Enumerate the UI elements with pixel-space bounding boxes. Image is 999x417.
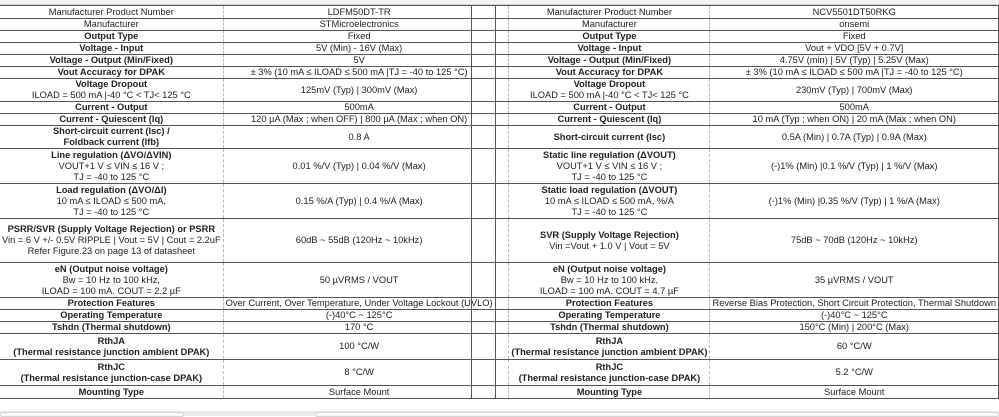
- spec-label: Short-circuit current (Isc) /: [52, 126, 170, 136]
- spec-value-cell[interactable]: [710, 184, 999, 219]
- spec-condition: (Thermal resistance junction ambient DPAK): [511, 346, 708, 357]
- spec-value-cell[interactable]: [710, 334, 999, 360]
- spec-row: [472, 184, 999, 219]
- spec-label: Current - Output: [75, 102, 148, 112]
- spec-value: Over Current, Over Temperature, Under Voltage Lockout (UVLO): [225, 298, 493, 308]
- spec-row: [472, 6, 999, 19]
- spec-condition: (Thermal resistance junction-case DPAK): [518, 372, 701, 383]
- spec-label: Voltage Dropout: [75, 79, 148, 89]
- spec-label: Protection Features: [67, 298, 155, 308]
- spec-label-cell[interactable]: [0, 126, 223, 149]
- empty-cell[interactable]: [472, 55, 509, 67]
- spec-value: 5.2 °C/W: [835, 367, 873, 377]
- spec-condition: (Thermal resistance junction ambient DPAK): [13, 346, 210, 357]
- spec-value-cell[interactable]: [223, 126, 495, 149]
- spec-row: [472, 102, 999, 114]
- spec-condition: ILOAD = 100 mA. COUT = 4.7 µF: [539, 285, 679, 296]
- spec-value: 500mA: [344, 102, 374, 112]
- spec-label-cell[interactable]: [509, 19, 710, 31]
- spec-label: eN (Output noise voltage): [54, 263, 168, 274]
- spec-condition: (Thermal resistance junction-case DPAK): [20, 372, 203, 383]
- horizontal-scrollbar-thumb[interactable]: [315, 412, 999, 417]
- spec-row: [0, 184, 495, 219]
- spec-row: [472, 334, 999, 360]
- spec-label: Line regulation (ΔVO/ΔVIN): [51, 149, 172, 160]
- spec-label-cell[interactable]: [0, 55, 223, 67]
- spec-value: 170 °C: [344, 322, 374, 332]
- spec-row: [0, 149, 495, 184]
- spec-label-cell[interactable]: [509, 55, 710, 67]
- spec-row: [472, 19, 999, 31]
- spec-value: 0.8 A: [348, 131, 370, 142]
- spec-label: Voltage - Input: [577, 43, 642, 53]
- spec-row: [472, 149, 999, 184]
- spec-condition: 10 mA ≤ ILOAD ≤ 500 mA,: [56, 195, 167, 206]
- spec-value-cell[interactable]: [223, 298, 495, 310]
- spec-value-cell[interactable]: [710, 360, 999, 386]
- spec-value: 0.15 %/A (Typ) | 0.4 %/A (Max): [295, 195, 423, 206]
- spec-row: [0, 114, 495, 126]
- spec-value: 5V: [353, 55, 365, 65]
- spec-label-cell[interactable]: [0, 184, 223, 219]
- spec-value: (-)40°C ~ 125°C: [325, 310, 393, 320]
- spec-condition: Refer Figure.23 on page 13 of datasheet: [27, 246, 196, 256]
- spec-value: 8 °C/W: [344, 367, 374, 377]
- spec-label-cell[interactable]: [509, 298, 710, 310]
- spec-label-cell[interactable]: [509, 360, 710, 386]
- spec-label-cell[interactable]: [0, 149, 223, 184]
- spec-label-cell[interactable]: [509, 102, 710, 114]
- spec-value: ± 3% (10 mA ≤ ILOAD ≤ 500 mA |TJ = -40 to 125 °C): [250, 67, 468, 77]
- empty-cell[interactable]: [472, 334, 509, 360]
- spec-value-cell[interactable]: [710, 55, 999, 67]
- empty-cell[interactable]: [472, 360, 509, 386]
- empty-cell[interactable]: [472, 184, 509, 219]
- spec-row: [472, 31, 999, 43]
- spec-label: Load regulation (ΔVO/ΔI): [56, 184, 167, 195]
- spec-value-cell[interactable]: [223, 219, 495, 263]
- spec-label-cell[interactable]: [0, 360, 223, 386]
- spec-label: Voltage - Output (Min/Fixed): [547, 55, 672, 65]
- spec-value: 500mA: [839, 102, 869, 112]
- spec-label: Voltage - Output (Min/Fixed): [49, 55, 173, 65]
- spec-row: [472, 219, 999, 263]
- spec-label-cell[interactable]: [509, 31, 710, 43]
- spec-label: RthJC: [595, 361, 624, 372]
- spec-value: 125mV (Typ) | 300mV (Max): [300, 84, 418, 95]
- spec-row: [0, 322, 495, 334]
- spec-row: [0, 31, 495, 43]
- spec-label: Tshdn (Thermal shutdown): [52, 322, 171, 332]
- spec-value: Fixed: [842, 31, 866, 41]
- spec-label: Vout Accuracy for DPAK: [555, 67, 664, 77]
- spec-label-cell[interactable]: [509, 67, 710, 79]
- spec-row: [0, 386, 495, 399]
- spec-row: [0, 102, 495, 114]
- spec-label: Static line regulation (ΔVOUT): [543, 149, 676, 160]
- spec-label: Output Type: [84, 31, 139, 41]
- spec-value: 230mV (Typ) | 700mV (Max): [795, 84, 913, 95]
- spec-value-cell[interactable]: [710, 31, 999, 43]
- spec-row: [472, 360, 999, 386]
- spec-value: 150°C (Min) | 200°C (Max): [799, 322, 910, 332]
- spec-label: SVR (Supply Voltage Rejection): [540, 229, 679, 240]
- spec-value-cell[interactable]: [223, 79, 495, 102]
- spec-value: 100 °C/W: [339, 341, 380, 351]
- spec-condition: 10 mA ≤ ILOAD ≤ 500 mA, %/A: [544, 195, 674, 206]
- spec-value-cell[interactable]: [710, 310, 999, 322]
- spec-value: 60dB ~ 55dB (120Hz ~ 10kHz): [295, 235, 423, 245]
- spec-value-cell[interactable]: [223, 19, 495, 31]
- spec-label: RthJA: [97, 335, 125, 346]
- spec-value-cell[interactable]: [710, 149, 999, 184]
- empty-cell[interactable]: [472, 19, 509, 31]
- spec-condition: TJ = -40 to 125 °C: [73, 171, 150, 182]
- spec-value: LDFM50DT-TR: [327, 6, 391, 17]
- spec-label-cell[interactable]: [0, 310, 223, 322]
- spec-label: RthJC: [97, 361, 125, 372]
- spec-condition: Bw = 10 Hz to 100 kHz,: [62, 274, 161, 285]
- spec-label: Operating Temperature: [60, 310, 163, 320]
- spec-value-cell[interactable]: [223, 67, 495, 79]
- spec-condition: TJ = -40 to 125 °C: [571, 171, 648, 182]
- spec-label: Current - Quiescent (Iq): [59, 114, 164, 124]
- spec-label-cell[interactable]: [509, 334, 710, 360]
- spec-row: [0, 67, 495, 79]
- spec-value: 0.01 %/V (Typ) | 0.04 %/V (Max): [292, 160, 426, 171]
- spec-value-cell[interactable]: [710, 79, 999, 102]
- spec-label-cell[interactable]: [509, 43, 710, 55]
- spec-value: ± 3% (10 mA ≤ ILOAD ≤ 500 mA |TJ = -40 to 125 °C): [745, 67, 963, 77]
- spec-value-cell[interactable]: [710, 322, 999, 334]
- spec-value-cell[interactable]: [223, 149, 495, 184]
- spec-label-cell[interactable]: [0, 102, 223, 114]
- spec-label: Voltage - Input: [79, 43, 144, 53]
- spec-row: [0, 298, 495, 310]
- empty-cell[interactable]: [472, 219, 509, 263]
- spec-label-cell[interactable]: [0, 219, 223, 263]
- sheet-tabs-area[interactable]: [0, 412, 184, 417]
- empty-cell[interactable]: [472, 298, 509, 310]
- spec-row: [472, 126, 999, 149]
- spec-value-cell[interactable]: [710, 386, 999, 399]
- spec-row: [472, 43, 999, 55]
- spec-label-cell[interactable]: [0, 298, 223, 310]
- spec-condition: Bw = 10 Hz to 100 kHz,: [560, 274, 659, 285]
- ldfm50dt-spec-table: [0, 5, 496, 399]
- spec-value-cell[interactable]: [710, 114, 999, 126]
- spec-value-cell[interactable]: [223, 322, 495, 334]
- spec-value: 120 µA (Max ; when OFF) | 800 µA (Max ; when ON): [251, 114, 468, 124]
- spec-value: 4.75V (min) | 5V (Typ) | 5.25V (Max): [779, 55, 929, 65]
- spec-row: [472, 310, 999, 322]
- spec-label-cell[interactable]: [509, 322, 710, 334]
- spec-value: (-)1% (Min) |0.35 %/V (Typ) | 1 %/A (Max): [768, 195, 940, 206]
- spec-value-cell[interactable]: [710, 6, 999, 19]
- spec-row: [0, 19, 495, 31]
- empty-cell[interactable]: [472, 322, 509, 334]
- spec-label: PSRR/SVR (Supply Voltage Rejection) or PSRR: [7, 224, 216, 234]
- spec-condition: VOUT+1 V ≤ VIN ≤ 16 V ;: [58, 160, 165, 171]
- empty-cell[interactable]: [472, 310, 509, 322]
- spec-row: [472, 55, 999, 67]
- spec-value: 10 mA (Typ ; when ON) | 20 mA (Max ; when ON): [752, 114, 956, 124]
- spec-value: Surface Mount: [328, 386, 390, 397]
- spec-label-cell[interactable]: [0, 43, 223, 55]
- spec-value-cell[interactable]: [710, 43, 999, 55]
- spec-value: NCV5501DT50RKG: [812, 6, 896, 17]
- spec-label: Mounting Type: [576, 386, 643, 397]
- spec-label: Current - Output: [573, 102, 646, 112]
- empty-cell[interactable]: [472, 43, 509, 55]
- spec-row: [0, 43, 495, 55]
- spec-condition: Vin = 6 V +/- 0.5V RIPPLE | Vout = 5V | Cout = 2.2uF: [2, 235, 221, 245]
- spec-row: [0, 360, 495, 386]
- spec-label-cell[interactable]: [0, 263, 223, 298]
- spec-row: [472, 386, 999, 399]
- spec-row: [0, 79, 495, 102]
- empty-cell[interactable]: [472, 149, 509, 184]
- spec-label: Output Type: [582, 31, 637, 41]
- spec-label-cell[interactable]: [509, 149, 710, 184]
- spec-value-cell[interactable]: [710, 67, 999, 79]
- spec-value-cell[interactable]: [710, 19, 999, 31]
- spec-label-cell[interactable]: [0, 19, 223, 31]
- spec-label-cell[interactable]: [0, 67, 223, 79]
- spec-label-cell[interactable]: [509, 6, 710, 19]
- spec-label: Tshdn (Thermal shutdown): [550, 322, 669, 332]
- spec-row: [0, 263, 495, 298]
- spec-value-cell[interactable]: [710, 263, 999, 298]
- spec-row: [472, 322, 999, 334]
- spec-value-cell[interactable]: [223, 31, 495, 43]
- spec-condition: ILOAD = 500 mA |-40 °C < TJ< 125 °C: [530, 90, 689, 100]
- spec-label: Manufacturer: [582, 19, 637, 29]
- spec-value: 5V (Min) - 16V (Max): [315, 43, 403, 53]
- spec-row: [472, 67, 999, 79]
- spec-value-cell[interactable]: [223, 184, 495, 219]
- spec-label: eN (Output noise voltage): [552, 263, 666, 274]
- empty-cell[interactable]: [472, 31, 509, 43]
- empty-cell[interactable]: [472, 263, 509, 298]
- spec-value: Reverse Bias Protection, Short Circuit Protection, Thermal Shutdown: [712, 298, 996, 308]
- spec-condition: TJ = -40 to 125 °C: [73, 206, 150, 217]
- spec-label: Manufacturer Product Number: [48, 6, 174, 17]
- spec-row: [0, 219, 495, 263]
- spec-label-cell[interactable]: [509, 219, 710, 263]
- ncv5501dt50-spec-table: [471, 5, 999, 399]
- spec-condition: Vin =Vout + 1.0 V | Vout = 5V: [549, 240, 670, 251]
- spec-label-cell[interactable]: [509, 79, 710, 102]
- empty-cell[interactable]: [472, 67, 509, 79]
- spec-label-cell[interactable]: [509, 310, 710, 322]
- spec-value: 0.5A (Min) | 0.7A (Typ) | 0.9A (Max): [781, 131, 927, 142]
- spec-value-cell[interactable]: [223, 310, 495, 322]
- spec-value: STMicroelectronics: [319, 19, 399, 29]
- spec-value-cell[interactable]: [223, 360, 495, 386]
- spec-value-cell[interactable]: [223, 263, 495, 298]
- spec-label-cell[interactable]: [509, 126, 710, 149]
- spec-label-cell[interactable]: [509, 263, 710, 298]
- spec-label: Static load regulation (ΔVOUT): [541, 184, 678, 195]
- empty-cell[interactable]: [472, 386, 509, 399]
- spec-label-cell[interactable]: [0, 386, 223, 399]
- spec-value-cell[interactable]: [710, 219, 999, 263]
- spec-label: Current - Quiescent (Iq): [557, 114, 662, 124]
- spec-row: [0, 55, 495, 67]
- spec-row: [0, 334, 495, 360]
- spec-label-cell[interactable]: [0, 79, 223, 102]
- spec-label-cell[interactable]: [0, 6, 223, 19]
- spec-condition: Foldback current (Ifb): [63, 137, 160, 147]
- spec-value: 75dB ~ 70dB (120Hz ~ 10kHz): [790, 235, 918, 245]
- spec-value: Surface Mount: [824, 386, 885, 397]
- spec-label: Vout Accuracy for DPAK: [57, 67, 165, 77]
- spec-row: [472, 298, 999, 310]
- spec-label-cell[interactable]: [0, 322, 223, 334]
- spec-value: 60 °C/W: [836, 341, 872, 351]
- empty-cell[interactable]: [472, 126, 509, 149]
- spec-label-cell[interactable]: [509, 184, 710, 219]
- spec-row: [0, 6, 495, 19]
- spec-row: [472, 263, 999, 298]
- spec-label: Voltage Dropout: [573, 79, 646, 89]
- spec-label: Operating Temperature: [558, 310, 661, 320]
- spec-row: [472, 79, 999, 102]
- spec-value-cell[interactable]: [223, 43, 495, 55]
- spec-value: (-)1% (Min) |0.1 %/V (Typ) | 1 %/V (Max): [770, 160, 938, 171]
- spec-label-cell[interactable]: [0, 114, 223, 126]
- empty-cell[interactable]: [472, 114, 509, 126]
- spec-label: Protection Features: [565, 298, 654, 308]
- spec-label-cell[interactable]: [0, 31, 223, 43]
- spec-label: Manufacturer: [83, 19, 139, 29]
- empty-cell[interactable]: [472, 79, 509, 102]
- spec-condition: ILOAD = 500 mA |-40 °C < TJ< 125 °C: [31, 90, 191, 100]
- spec-label: Manufacturer Product Number: [546, 6, 672, 17]
- spec-value-cell[interactable]: [223, 334, 495, 360]
- spec-value-cell[interactable]: [710, 126, 999, 149]
- spec-label: Mounting Type: [78, 386, 145, 397]
- spec-value-cell[interactable]: [223, 114, 495, 126]
- spec-condition: VOUT+1 V ≤ VIN ≤ 16 V ;: [556, 160, 663, 171]
- spec-row: [472, 114, 999, 126]
- spec-value: 35 µVRMS / VOUT: [814, 274, 894, 285]
- spec-value: Vout + VDO [5V + 0.7V]: [805, 43, 904, 53]
- spec-value: onsemi: [839, 19, 870, 29]
- spec-value: 50 µVRMS / VOUT: [319, 274, 399, 285]
- spec-condition: ILOAD = 100 mA. COUT = 2.2 µF: [41, 285, 181, 296]
- spec-label-cell[interactable]: [0, 334, 223, 360]
- spec-value-cell[interactable]: [223, 6, 495, 19]
- spec-value-cell[interactable]: [223, 386, 495, 399]
- spec-condition: TJ = -40 to 125 °C: [571, 206, 648, 217]
- empty-cell[interactable]: [472, 6, 509, 19]
- spec-value-cell[interactable]: [710, 102, 999, 114]
- spec-row: [0, 126, 495, 149]
- spec-value: Fixed: [347, 31, 371, 41]
- spec-label: Short-circuit current (Isc): [553, 131, 666, 142]
- spec-value-cell[interactable]: [223, 55, 495, 67]
- spec-label-cell[interactable]: [509, 114, 710, 126]
- spec-row: [0, 310, 495, 322]
- spec-label-cell[interactable]: [509, 386, 710, 399]
- spec-value: (-)40°C ~ 125°C: [820, 310, 888, 320]
- spec-value-cell[interactable]: [710, 298, 999, 310]
- spec-value-cell[interactable]: [223, 102, 495, 114]
- empty-cell[interactable]: [472, 102, 509, 114]
- spec-label: RthJA: [595, 335, 624, 346]
